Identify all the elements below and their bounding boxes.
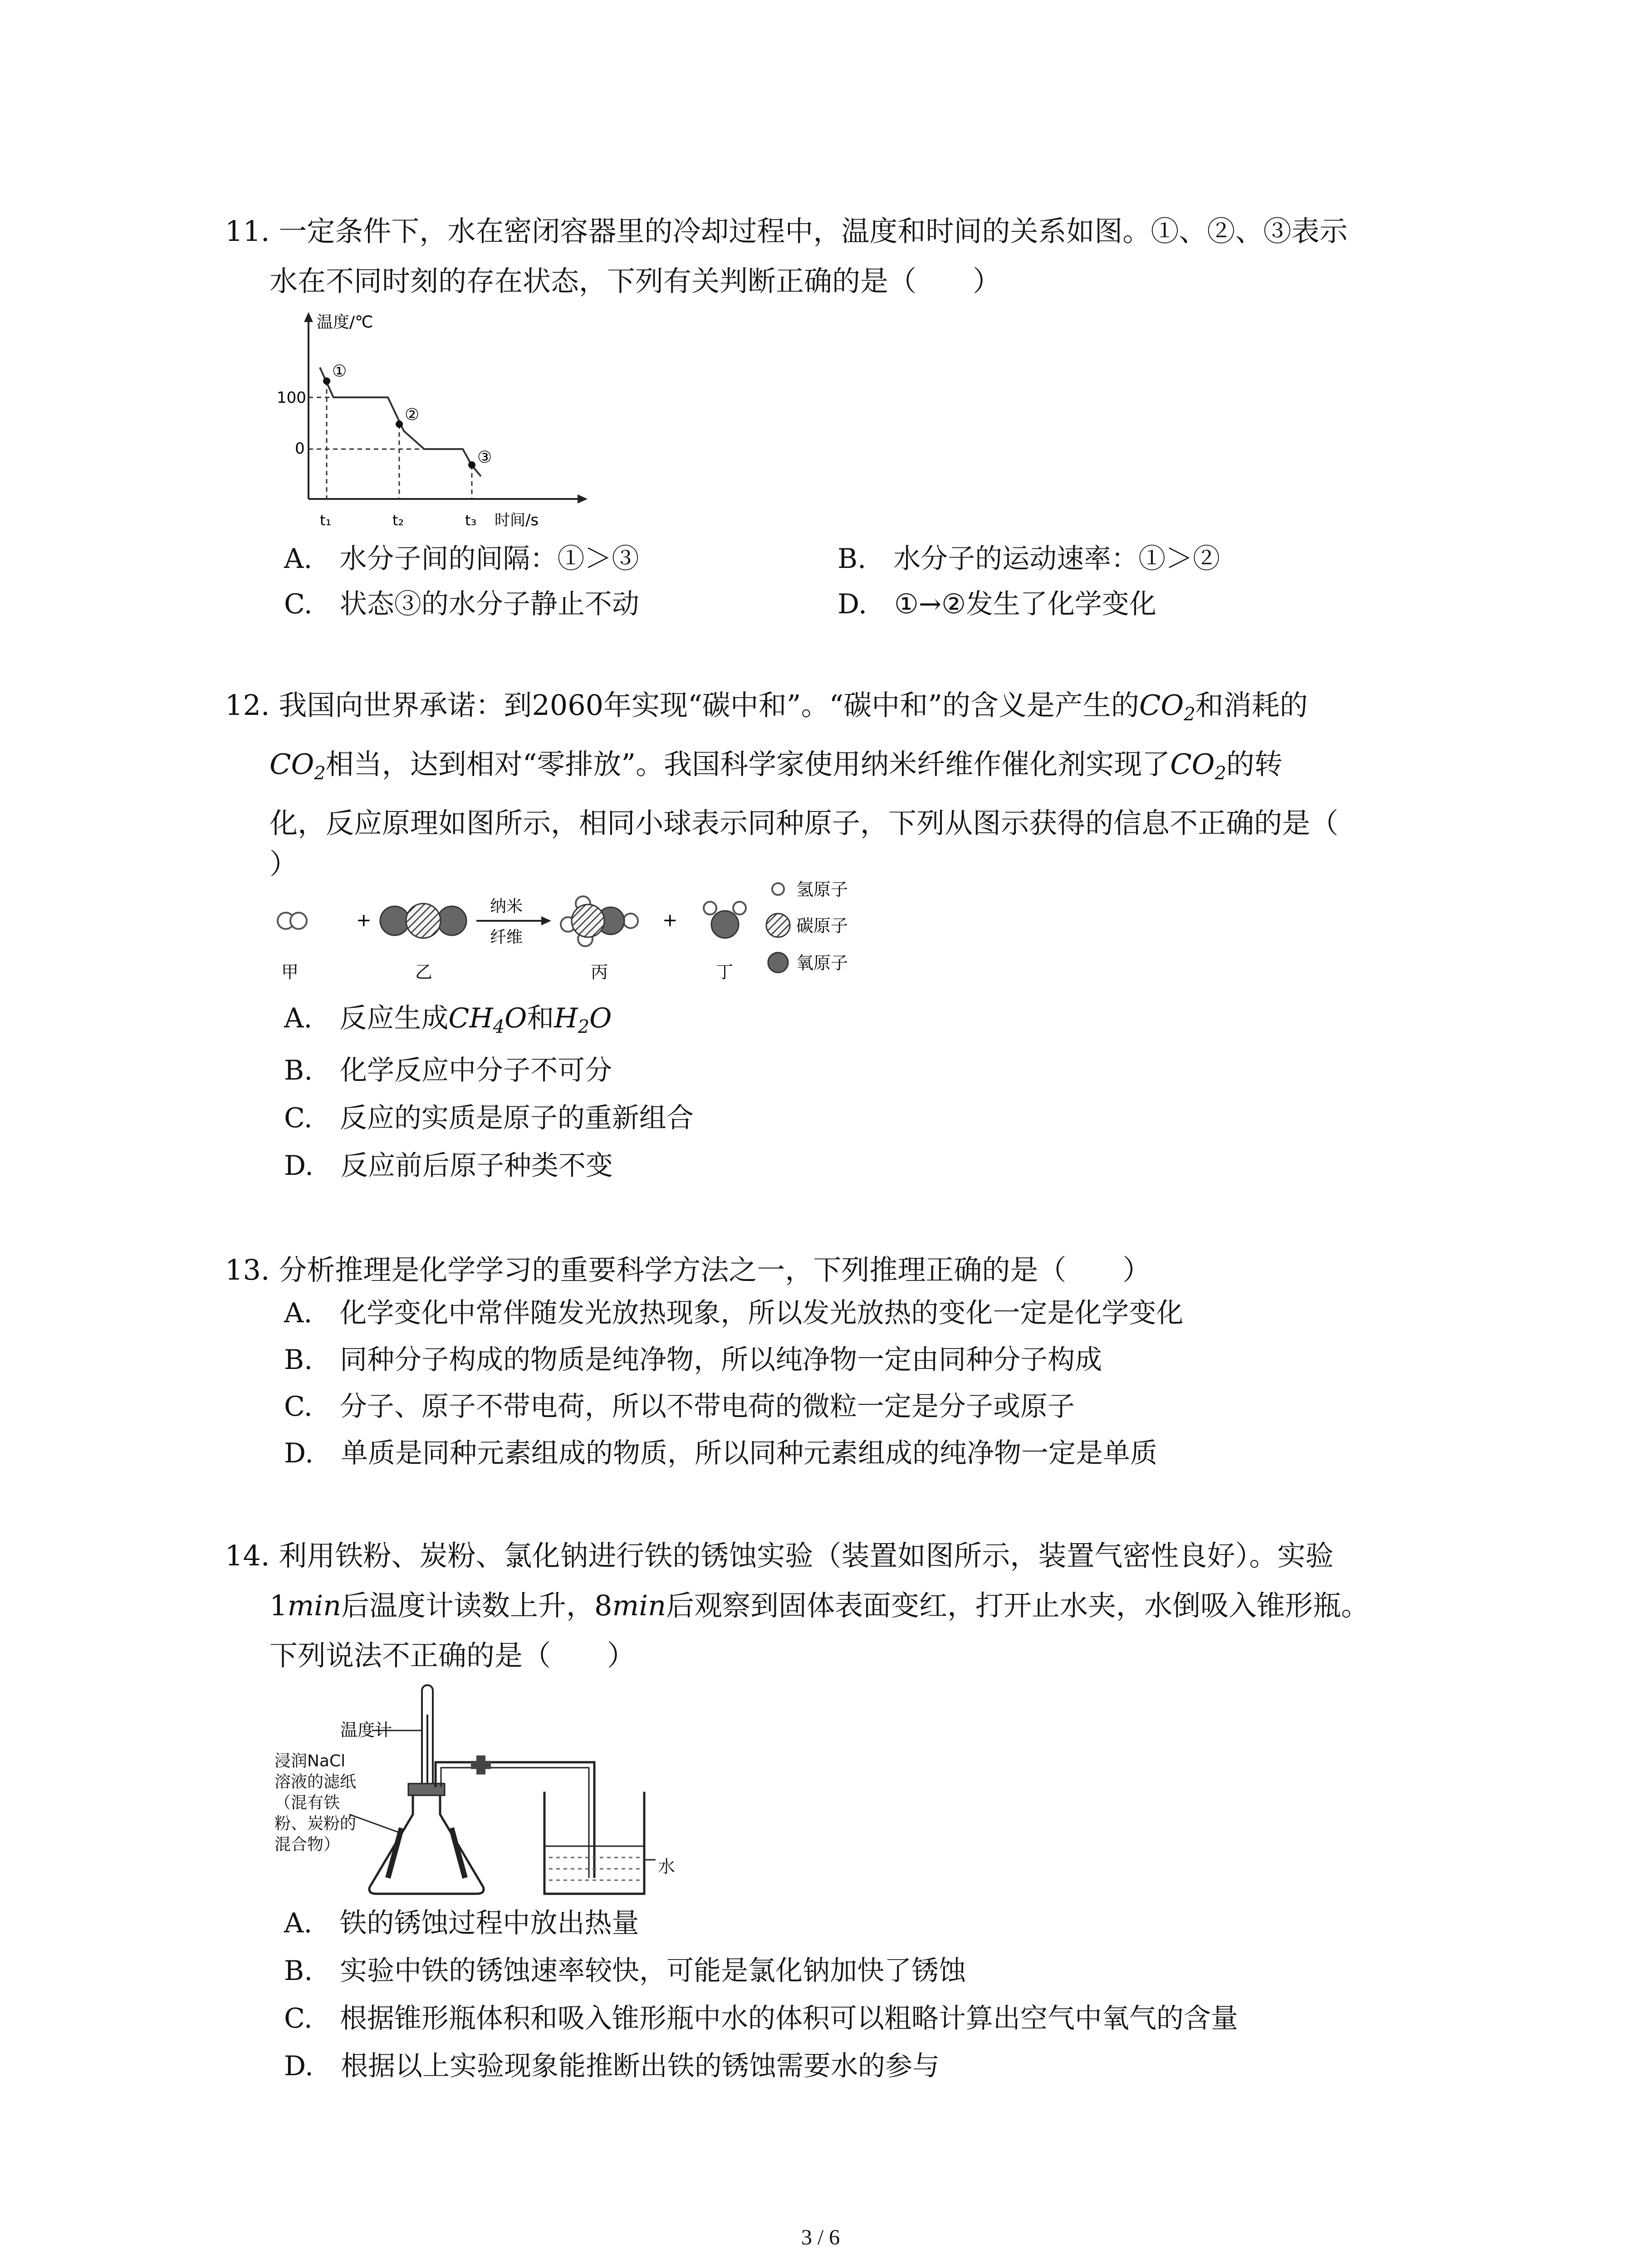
- q14-stem-line1: 14. 利用铁粉、炭粉、氯化钠进行铁的锈蚀实验（装置如图所示，装置气密性良好）。实验: [225, 1539, 1334, 1572]
- q12-option-c: C. 反应的实质是原子的重新组合: [284, 1102, 694, 1134]
- q11-temperature-time-graph: [268, 308, 594, 544]
- q14-label-water-text: 水: [658, 1857, 676, 1877]
- question-13: [225, 1245, 1450, 1295]
- q11-option-b: B. 水分子的运动速率：①＞②: [838, 543, 1220, 575]
- q12-label-jia: 甲: [281, 962, 299, 982]
- q12-stem-line3: 化，反应原理如图所示，相同小球表示同种原子，下列从图示获得的信息不正确的是（: [269, 807, 1339, 840]
- q12-label-ding: 丁: [716, 962, 734, 982]
- q12-option-a: A. 反应生成$CH_4O$和$H_2O$: [284, 1002, 612, 1037]
- q13-option-b: B. 同种分子构成的物质是纯净物，所以纯净物一定由同种分子构成: [284, 1344, 1102, 1376]
- q11-marker-2: ②: [405, 406, 420, 424]
- q13-option-a: A. 化学变化中常伴随发光放热现象，所以发光放热的变化一定是化学变化: [284, 1297, 1184, 1329]
- q12-stem-line1: 12. 我国向世界承诺：到2060年实现“碳中和”。“碳中和”的含义是产生的$CO_2$和消耗的: [225, 689, 1308, 725]
- q11-number: 11.: [225, 215, 270, 248]
- page-number: 3 / 6: [801, 2225, 840, 2249]
- q12-option-b: B. 化学反应中分子不可分: [284, 1055, 612, 1086]
- q13-option-d: D. 单质是同种元素组成的物质，所以同种元素组成的纯净物一定是单质: [284, 1437, 1158, 1469]
- q12-label-bing: 丙: [591, 962, 608, 982]
- q11-x-tick-t3: t₃: [465, 512, 477, 529]
- q12-reaction-diagram: [268, 875, 903, 993]
- q14-option-b: B. 实验中铁的锈蚀速率较快，可能是氯化钠加快了锈蚀: [284, 1955, 966, 1987]
- q11-y-tick-0: 0: [295, 440, 305, 458]
- q12-catalyst-top: 纳米: [490, 897, 523, 916]
- q11-marker-1: ①: [332, 362, 347, 381]
- q13-stem: 13. 分析推理是化学学习的重要科学方法之一，下列推理正确的是（ ）: [225, 1253, 1151, 1286]
- q13-option-c: C. 分子、原子不带电荷，所以不带电荷的微粒一定是分子或原子: [284, 1391, 1075, 1422]
- q11-y-tick-100: 100: [277, 389, 306, 407]
- q14-label-filter-paper: 浸润NaCl 溶液的滤纸 （混有铁 粉、炭粉的 混合物）: [274, 1752, 357, 1854]
- q11-marker-3: ③: [477, 448, 492, 467]
- q14-label-thermometer: 温度计: [340, 1720, 392, 1740]
- q14-option-a: A. 铁的锈蚀过程中放出热量: [284, 1907, 639, 1939]
- q12-label-yi: 乙: [415, 962, 433, 982]
- question-14: [225, 1531, 1450, 1681]
- q11-x-axis-label: 时间/s: [495, 511, 539, 529]
- question-11: [225, 206, 1450, 306]
- q12-option-d: D. 反应前后原子种类不变: [284, 1150, 613, 1182]
- q12-catalyst-bottom: 纤维: [490, 928, 523, 947]
- q12-legend-hydrogen: 氢原子: [796, 880, 848, 899]
- q14-stem-line3: 下列说法不正确的是（ ）: [269, 1639, 636, 1672]
- q11-stem-line2: 水在不同时刻的存在状态，下列有关判断正确的是（ ）: [269, 264, 1001, 298]
- q12-number: 12.: [225, 689, 270, 722]
- q12-legend-oxygen: 氧原子: [796, 953, 848, 973]
- q14-stem-line2: 1min后温度计读数上升，8min后观察到固体表面变红，打开止水夹，水倒吸入锥形瓶。: [269, 1589, 1370, 1622]
- q12-stem-line4: ）: [269, 847, 298, 880]
- q11-x-tick-t1: t₁: [320, 512, 332, 529]
- question-12: [225, 680, 1450, 889]
- q14-option-d: D. 根据以上实验现象能推断出铁的锈蚀需要水的参与: [284, 2050, 940, 2082]
- q12-plus-2: +: [662, 910, 678, 931]
- q11-option-d: D. ①→②发生了化学变化: [838, 588, 1156, 620]
- q14-number: 14.: [225, 1539, 270, 1572]
- q11-x-tick-t2: t₂: [392, 512, 404, 529]
- q11-stem-line1: 11. 一定条件下，水在密闭容器里的冷却过程中，温度和时间的关系如图。①、②、③表示: [225, 215, 1348, 248]
- q13-number: 13.: [225, 1253, 270, 1286]
- q12-legend-carbon: 碳原子: [796, 916, 848, 936]
- q11-option-c: C. 状态③的水分子静止不动: [284, 588, 639, 620]
- q11-y-axis-label: 温度/℃: [317, 313, 373, 332]
- q11-option-a: A. 水分子间的间隔：①＞③: [284, 543, 639, 575]
- q14-option-c: C. 根据锥形瓶体积和吸入锥形瓶中水的体积可以粗略计算出空气中氧气的含量: [284, 2003, 1238, 2034]
- q12-plus-1: +: [356, 910, 372, 931]
- q12-stem-line2: $CO_2$相当，达到相对“零排放”。我国科学家使用纳米纤维作催化剂实现了$CO_2$的转: [269, 748, 1283, 784]
